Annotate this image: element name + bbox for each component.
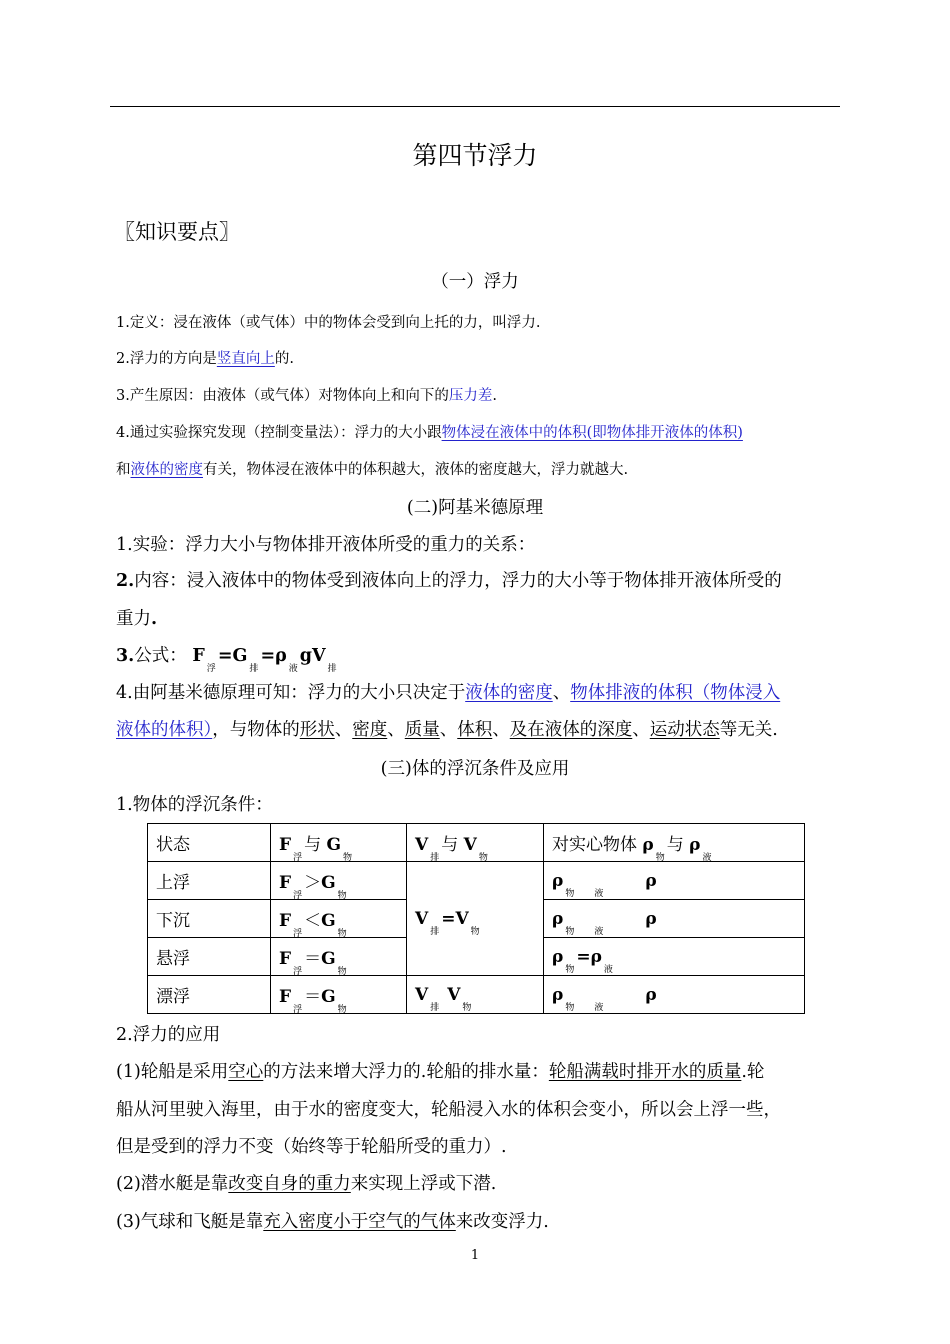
s3-app1-line3: 但是受到的浮力不变（始终等于轮船所受的重力）. [116, 1137, 507, 1157]
s3-item1: 1.物体的浮沉条件： [116, 795, 273, 815]
s1-item1: 1.定义：浸在液体（或气体）中的物体会受到向上托的力，叫浮力. [116, 315, 541, 331]
table-row [148, 862, 805, 900]
s2-item4-line2: 液体的体积），与物体的形状、密度、质量、体积、及在液体的深度、运动状态等无关. [116, 720, 778, 740]
header-rule [110, 106, 840, 107]
link-immersed-volume[interactable]: 物体浸在液体中的体积(即物体排开液体的体积) [441, 425, 743, 441]
table-cell-f-g: $F_浮=G_物$ [271, 938, 407, 976]
table-cell-f-g: $F_浮>G_物$ [271, 862, 407, 900]
s3-app1-line2: 船从河里驶入海里，由于水的密度变大，轮船浸入水的体积会变小，所以会上浮一些， [116, 1100, 781, 1120]
s1-item4-line1: 4.通过实验探究发现（控制变量法）：浮力的大小跟物体浸在液体中的体积(即物体排开液体的体积) [116, 425, 743, 441]
s3-app1-line1: (1)轮船是采用空心的方法来增大浮力的.轮船的排水量：轮船满载时排开水的质量.轮 [116, 1062, 765, 1082]
s3-item2: 2.浮力的应用 [116, 1025, 221, 1045]
table-cell-v-equal: $V_排=V_物$ [407, 862, 544, 976]
table-cell-v: $V_排V_物$ [407, 976, 544, 1014]
table-header-f-g: $F_浮$与 $G_物$ [271, 824, 407, 862]
page-number: 1 [470, 1248, 480, 1263]
link-s2-immersed-volume[interactable]: 液体的体积） [116, 720, 213, 740]
link-s2-displaced-volume[interactable]: 物体排液的体积（物体浸入 [570, 683, 781, 703]
link-pressure-difference[interactable]: 压力差 [448, 388, 493, 404]
table-cell-f-g: $F_浮=G_物$ [271, 976, 407, 1014]
section1-heading: （一）浮力 [431, 272, 519, 292]
s2-item4-line1: 4.由阿基米德原理可知：浮力的大小只决定于液体的密度、物体排液的体积（物体浸入 [116, 683, 781, 703]
s2-item1: 1.实验：浮力大小与物体排开液体所受的重力的关系： [116, 535, 536, 555]
table-header-state: 状态 [148, 824, 271, 862]
s2-formula: 3.公式： $F_浮=G_排=\rho_液gV_排$ [116, 646, 337, 674]
table-cell-state: 下沉 [148, 900, 271, 938]
section2-heading: (二)阿基米德原理 [406, 498, 544, 518]
knowledge-heading: 〖知识要点〗 [114, 220, 240, 244]
s3-app3: (3)气球和飞艇是靠充入密度小于空气的气体来改变浮力. [116, 1212, 549, 1232]
table-cell-rho: $\rho_物$ $_液$ρ [544, 900, 805, 938]
table-cell-state: 悬浮 [148, 938, 271, 976]
table-row [148, 976, 805, 1014]
table-cell-state: 上浮 [148, 862, 271, 900]
link-liquid-density[interactable]: 液体的密度 [130, 462, 203, 478]
s1-item2: 2.浮力的方向是竖直向上的. [116, 351, 294, 367]
s2-item2-line1: 2.内容：浸入液体中的物体受到液体向上的浮力，浮力的大小等于物体排开液体所受的 [116, 571, 782, 591]
link-s2-liquid-density[interactable]: 液体的密度 [465, 683, 553, 703]
float-sink-table [147, 823, 805, 1014]
s2-item2-line2: 重力. [116, 609, 158, 629]
page-title: 第四节浮力 [412, 141, 538, 170]
link-vertical-up[interactable]: 竖直向上 [216, 351, 275, 367]
table-cell-rho: $\rho_物$ $_液$ρ [544, 976, 805, 1014]
table-header-v: $V_排$与 $V_物$ [407, 824, 544, 862]
table-row [148, 824, 805, 862]
table-cell-state: 漂浮 [148, 976, 271, 1014]
table-cell-rho: $\rho_物$ $_液$ρ [544, 862, 805, 900]
section3-heading: (三)体的浮沉条件及应用 [380, 759, 570, 779]
table-cell-rho: $\rho_物=\rho_液$ [544, 938, 805, 976]
s1-item4-line2: 和液体的密度有关，物体浸在液体中的体积越大，液体的密度越大，浮力就越大. [116, 462, 629, 478]
s1-item3: 3.产生原因：由液体（或气体）对物体向上和向下的压力差. [116, 388, 497, 404]
table-header-rho: 对实心物体 $\rho_物$与 $\rho_液$ [544, 824, 805, 862]
s3-app2: (2)潜水艇是靠改变自身的重力来实现上浮或下潜. [116, 1174, 497, 1194]
table-cell-f-g: $F_浮<G_物$ [271, 900, 407, 938]
